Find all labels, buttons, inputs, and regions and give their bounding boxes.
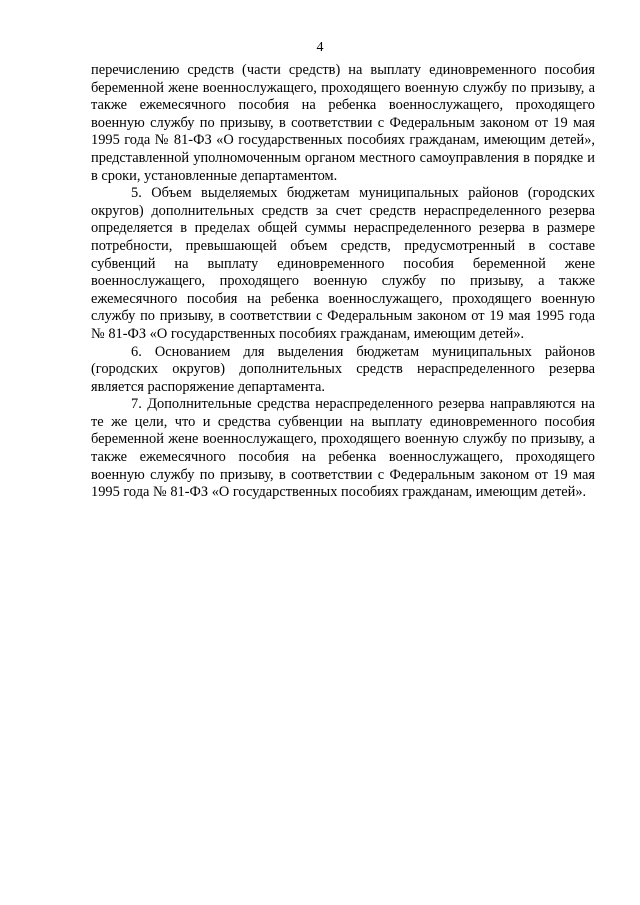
paragraph-item-6: 6. Основанием для выделения бюджетам муниципальных районов (городских округов) дополнительных средств нераспределенного резерва является распоряжение департамента. [91, 343, 595, 395]
paragraph-item-5: 5. Объем выделяемых бюджетам муниципальных районов (городских округов) дополнительных средств за счет средств нераспределенного резерва определяется в пределах общей суммы нераспределенного резерва в размере потребности, превышающей объем средств, предусмотренный в составе субвенций на выплату единовременного пособия беременной жене военнослужащего, проходящего военную службу по призыву, а также ежемесячного пособия на ребенка военнослужащего, проходящего военную службу по призыву, в соответствии с Федеральным законом от 19 мая 1995 года № 81-ФЗ «О государственных пособиях гражданам, имеющим детей». [91, 185, 595, 342]
document-body [91, 62, 595, 502]
paragraph-item-7: 7. Дополнительные средства нераспределенного резерва направляются на те же цели, что и средства субвенции на выплату единовременного пособия беременной жене военнослужащего, проходящего военную службу по призыву, а также ежемесячного пособия на ребенка военнослужащего, проходящего военную службу по призыву, в соответствии с Федеральным законом от 19 мая 1995 года № 81-ФЗ «О государственных пособиях гражданам, имеющим детей». [91, 396, 595, 501]
page-number: 4 [316, 40, 324, 55]
paragraph-continuation: перечислению средств (части средств) на выплату единовременного пособия беременной жене военнослужащего, проходящего военную службу по призыву, а также ежемесячного пособия на ребенка военнослужащего, проходящего военную службу по призыву, в соответствии с Федеральным законом от 19 мая 1995 года № 81-ФЗ «О государственных пособиях гражданам, имеющим детей», представленной уполномоченным органом местного самоуправления в порядке и в сроки, установленные департаментом. [91, 62, 595, 184]
